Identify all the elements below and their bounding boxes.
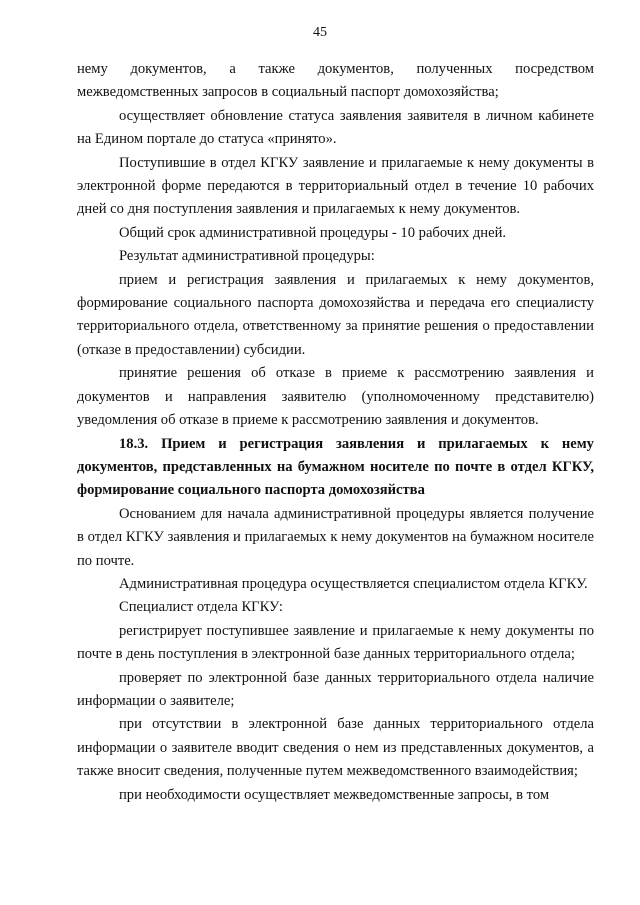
paragraph: Административная процедура осуществляется специалистом отдела КГКУ.: [119, 575, 588, 592]
page-number: 45: [313, 25, 327, 40]
paragraph: регистрирует поступившее заявление и прилагаемые к нему документы по почте в день поступления в электронной базе данных территориального отдела;: [77, 622, 594, 663]
paragraph: Поступившие в отдел КГКУ заявление и прилагаемые к нему документы в электронной форме передаются в территориальный отдел в течение 10 рабочих дней со дня поступления заявления и прилагаемых к нему документов.: [77, 154, 594, 218]
section-number: 18.3.: [119, 435, 149, 452]
paragraph: нему документов, а также документов, полученных посредством межведомственных запросов в социальный паспорт домохозяйства;: [77, 61, 594, 101]
paragraph: при необходимости осуществляет межведомственные запросы, в том: [119, 786, 550, 803]
paragraph: Специалист отдела КГКУ:: [119, 599, 283, 616]
section-heading: [77, 433, 594, 503]
paragraph: Основанием для начала административной процедуры является получение в отдел КГКУ заявления и прилагаемых к нему документов на бумажном носителе по почте.: [77, 505, 594, 569]
section-title: Прием и регистрация заявления и прилагаемых к нему документов, представленных на бумажном носителе по почте в отдел КГКУ, формирование социального паспорта домохозяйства: [77, 435, 594, 499]
document-body: [77, 58, 594, 807]
paragraph: прием и регистрация заявления и прилагаемых к нему документов, формирование социального паспорта домохозяйства и передача его специалисту территориального отдела, ответственному за принятие решения о предоставлении (отказе в предоставлении) субсидии.: [77, 271, 594, 358]
paragraph: осуществляет обновление статуса заявления заявителя в личном кабинете на Едином портале до статуса «принято».: [77, 107, 594, 148]
paragraph: принятие решения об отказе в приеме к рассмотрению заявления и документов и направления заявителю (уполномоченному представителю) уведомления об отказе в приеме к рассмотрению заявления и документов.: [77, 365, 594, 429]
paragraph: Общий срок административной процедуры - 10 рабочих дней.: [119, 224, 507, 241]
paragraph: Результат административной процедуры:: [119, 248, 375, 265]
paragraph: проверяет по электронной базе данных территориального отдела наличие информации о заявителе;: [77, 669, 594, 709]
paragraph: при отсутствии в электронной базе данных территориального отдела информации о заявителе вводит сведения о нем из представленных документов, а также вносит сведения, полученные путем межведомственного взаимодействия;: [77, 716, 594, 780]
